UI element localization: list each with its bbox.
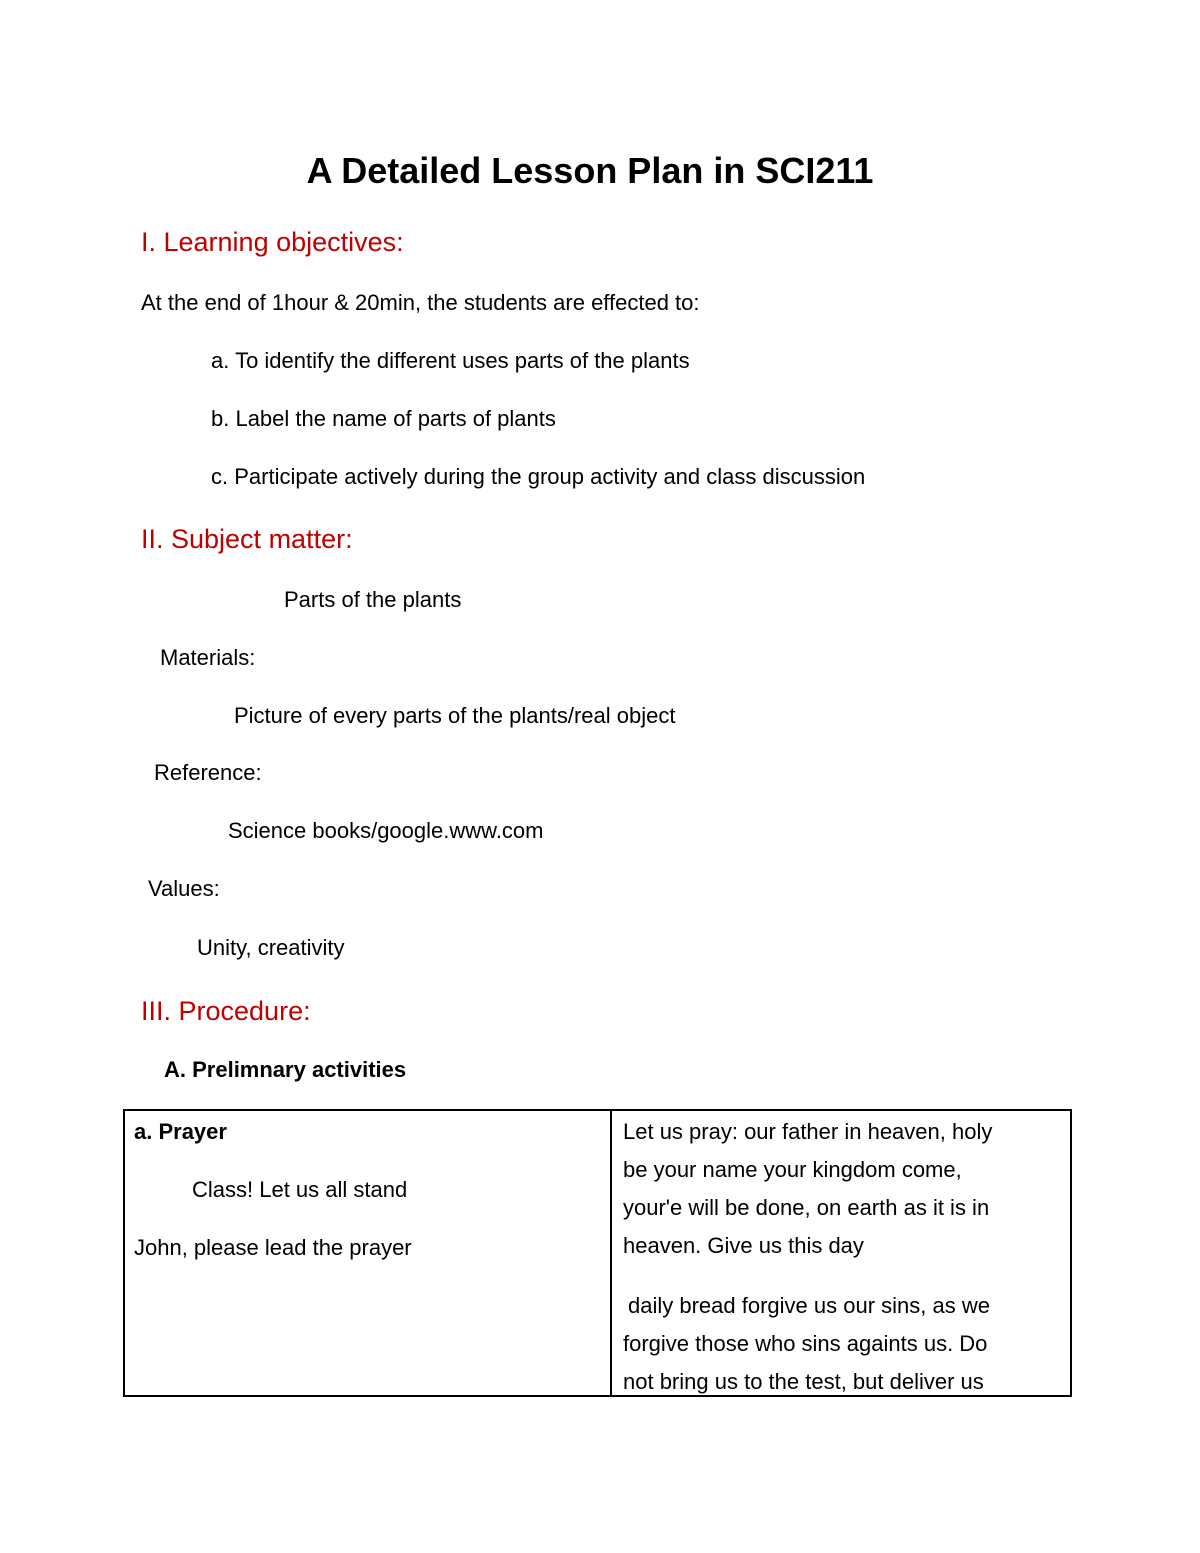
heading-learning-objectives: I. Learning objectives: (141, 227, 404, 257)
values-label: Values: (148, 876, 220, 901)
reference-label: Reference: (154, 760, 262, 785)
reference-value: Science books/google.www.com (228, 818, 544, 843)
materials-label: Materials: (160, 645, 256, 670)
prayer-instruction: Class! Let us all stand (192, 1177, 408, 1202)
materials-value: Picture of every parts of the plants/real object (234, 703, 676, 728)
prayer-text-line: be your name your kingdom come, (623, 1157, 962, 1182)
prayer-text-line: not bring us to the test, but deliver us (623, 1369, 984, 1394)
preliminary-activities-table (123, 1109, 1072, 1397)
objective-item-b: b. Label the name of parts of plants (211, 406, 556, 431)
prayer-text-line: heaven. Give us this day (623, 1233, 864, 1258)
table-row (124, 1110, 1071, 1396)
student-cell (611, 1110, 1071, 1396)
values-value: Unity, creativity (197, 935, 345, 960)
prayer-leader: John, please lead the prayer (134, 1235, 412, 1260)
prayer-title: a. Prayer (134, 1119, 227, 1144)
objective-item-a: a. To identify the different uses parts of the plants (211, 348, 690, 373)
subject-topic: Parts of the plants (284, 587, 462, 612)
document-title: A Detailed Lesson Plan in SCI211 (306, 150, 874, 191)
objective-item-c: c. Participate actively during the group activity and class discussion (211, 464, 866, 489)
prayer-text-line: your'e will be done, on earth as it is in (623, 1195, 990, 1220)
heading-subject-matter: II. Subject matter: (141, 524, 353, 554)
procedure-subheading: A. Prelimnary activities (164, 1057, 407, 1082)
teacher-cell (124, 1110, 611, 1396)
heading-procedure: III. Procedure: (141, 996, 311, 1026)
prayer-text-line: forgive those who sins againts us. Do (623, 1331, 988, 1356)
prayer-text-line: Let us pray: our father in heaven, holy (623, 1119, 993, 1144)
prayer-text-line: daily bread forgive us our sins, as we (628, 1293, 990, 1318)
objectives-intro: At the end of 1hour & 20min, the students are effected to: (141, 290, 700, 315)
